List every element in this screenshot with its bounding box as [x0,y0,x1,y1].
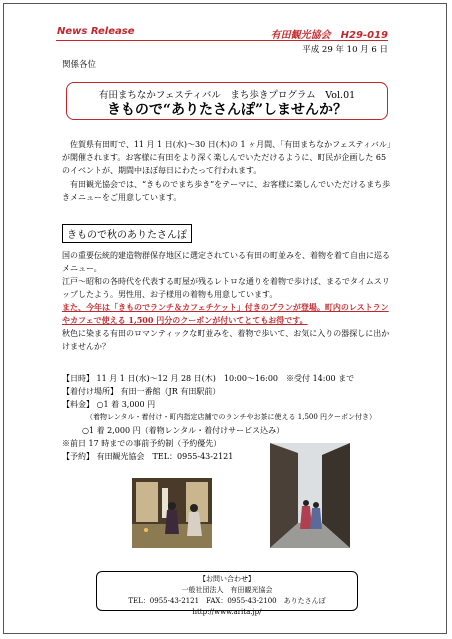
title-box [66,82,388,120]
info-fee-row [62,398,394,411]
addressee: 関係各位 [62,60,97,70]
release-number: 有田観光協会 H29-019 [270,30,388,41]
info-fee-1-note: （着物レンタル・着付け・町内指定店舗でのランチやお茶に使える 1,500 円クーポン付き） [86,413,377,421]
kimono-street-photo [270,443,350,548]
intro-paragraph-1: 佐賀県有田町で、11 月 1 日(水)～30 日(木)の 1 ヶ月間、「有田まちなかフェスティバル」が開催されます。お客様に有田をより深く楽しんでいただけるように、町民が企画した 65 のイベントが、期間中ほぼ毎日にわたって行われます。 [62,140,391,175]
info-fee-label: 【料金】 [62,400,94,409]
info-fee-1: ○1 着 3,000 円 [96,400,156,409]
title-subtitle: 有田まちなかフェスティバル まち歩きプログラム Vol.01 [98,90,356,101]
section-title: きもので秋のありたさんぽ [62,224,192,243]
body-highlight: また、今年は「きものでランチ＆カフェチケット」付きのプランが登場。町内のレストランやカフェで使える 1,500 円分のクーポンが付いてとてもお得です。 [62,302,389,325]
info-booking: 【予約】 有田観光協会 TEL：0955-43-2121 [62,452,234,461]
body-paragraph-2: 江戸～昭和の各時代を代表する町屋が残るレトロな通りを着物で歩けば、まるでタイムスリップしたよう。男性用、お子様用の着物も用意しています。 [62,277,390,299]
info-place: 【着付け場所】 有田一番館（JR 有田駅前） [62,387,221,396]
title-main: きもので“ありたさんぽ”しませんか？ [106,102,348,118]
body-paragraph-4: 秋色に染まる有田のロマンティックな町並みを、着物で歩いて、お気に入りの器探しに出かけませんか？ [62,329,390,351]
contact-org: 一般社団法人 有田観光協会 [181,586,273,594]
info-fee-2: ○1 着 2,000 円（着物レンタル・着付けサービス込み） [82,426,285,435]
release-date: 平成 29 年 10 月 6 日 [302,45,388,55]
intro-paragraph-2: 有田観光協会では、“きものでまち歩き”をテーマに、お客様に楽しんでいただけるまち歩きメニューをご用意しています。 [62,180,391,202]
contact-details: TEL：0955-43-2121 FAX：0955-43-2100 ありたさんぽ http://www.arita.jp/ [128,597,333,616]
kimono-interior-photo [132,478,212,548]
news-header [56,24,388,41]
body-paragraph-1: 国の重要伝統的建造物群保存地区に選定されている有田の町並みを、着物を着て自由に巡るメニュー。 [62,251,390,273]
section-body [62,249,394,353]
info-dates: 【日時】 11 月 1 日(水)～12 月 28 日(木) 10:00～16:00 ※受付 14:00 まで [62,374,355,383]
info-reserve-note: ※前日 17 時までの事前予約制（予約優先） [62,439,222,448]
contact-box [96,571,358,616]
news-release-label: News Release [57,26,135,37]
contact-title: 【お問い合わせ】 [199,575,255,583]
